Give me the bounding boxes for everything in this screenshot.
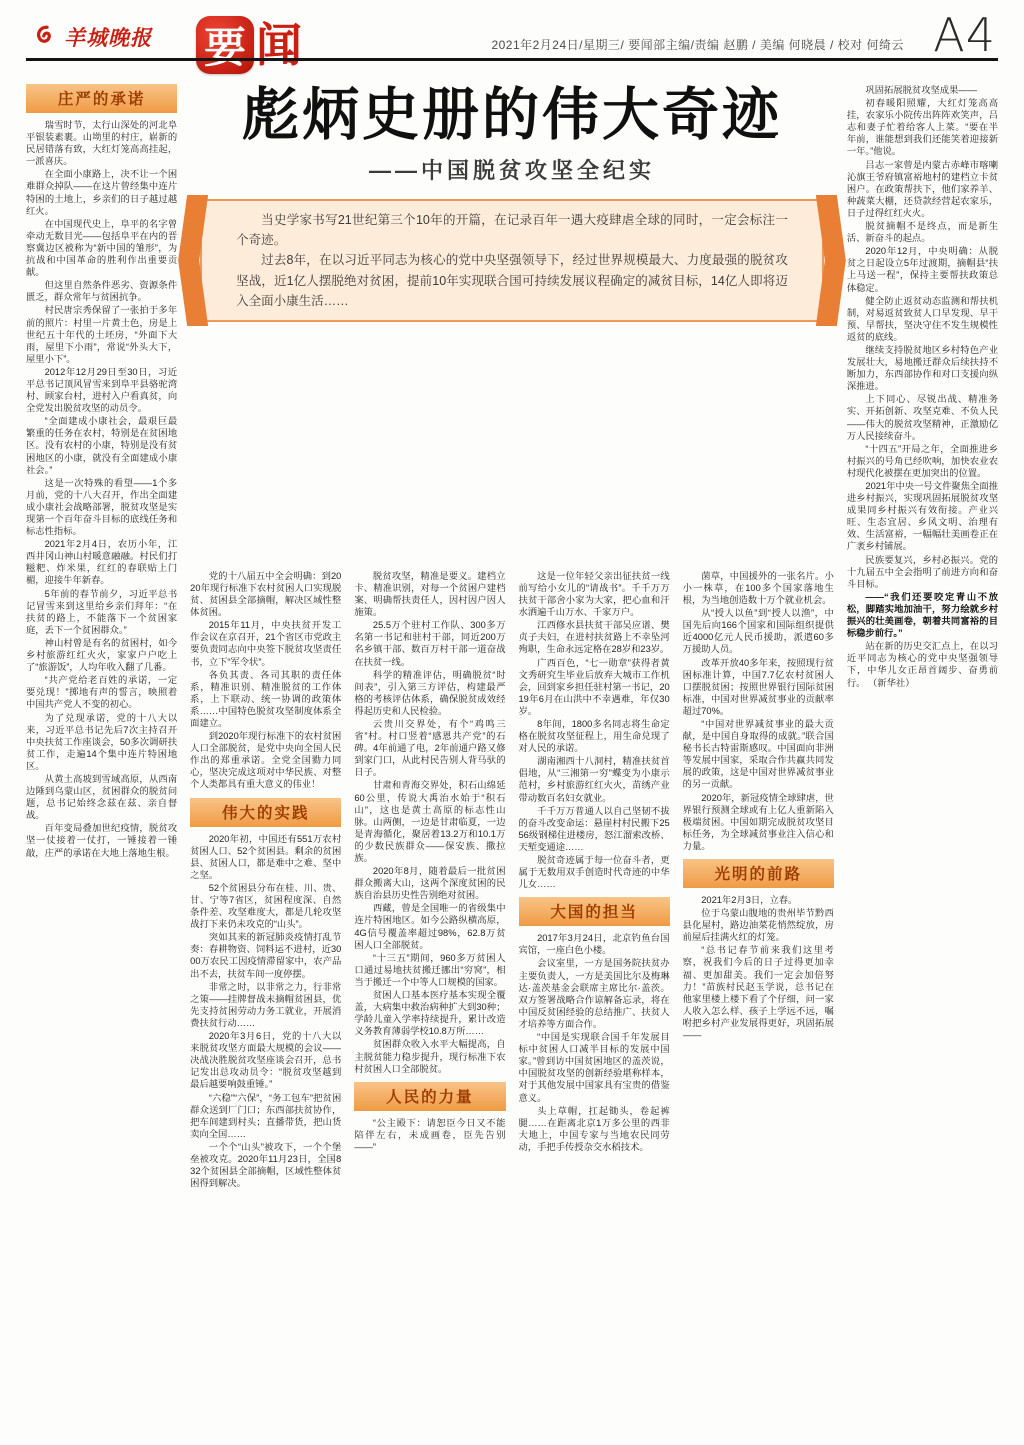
paragraph: 继续支持脱贫地区乡村特色产业发展壮大，易地搬迁群众后续扶持不断加力，东西部协作和对口支援向纵深推进。 [846,344,998,392]
lede-box [200,199,824,322]
masthead-brand [34,22,152,52]
paragraph: 湖南湘西十八洞村，精准扶贫首倡地，从“三湘第一穷”蝶变为小康示范村，乡村旅游红红火火，苗绣产业带动数百名妇女就业。 [518,756,670,803]
paragraph: “总书记春节前来我们这里考察，祝我们今后的日子过得更加幸福、更加甜美。我们一定会加倍努力！”苗族村民赵玉学说，总书记在他家里楼上楼下看了个仔细，问一家人收入怎么样、孩子上学远不远，嘱咐把乡村产业发展得更好，巩固拓展—— [682,945,834,1041]
section-text [190,570,341,791]
paragraph: 贫困群众收入水平大幅提高，自主脱贫能力稳步提升，现行标准下农村贫困人口全部脱贫。 [354,1039,506,1074]
section-header-great-practice: 伟大的实践 [190,798,341,827]
column-3 [354,570,505,1428]
paragraph: 党的十八届五中全会明确：到2020年现行标准下农村贫困人口实现脱贫、贫困县全部摘帽，解决区域性整体贫困。 [190,570,342,618]
section-header-solemn-promise: 庄严的承诺 [26,84,177,113]
paragraph: 神山村曾是有名的贫困村，如今乡村旅游红红火火，家家户户吃上了“旅游饭”，人均年收入翻了几番。 [26,637,178,673]
column-1 [26,84,177,1428]
section-badge-boxed-char: 要 [196,16,254,74]
main-headline: 彪炳史册的伟大奇迹 [241,82,782,148]
paragraph: 从“授人以鱼”到“授人以渔”，中国先后向166个国家和国际组织提供近4000亿元人民币援助，派遣60多万援助人员。 [682,608,834,655]
paragraph: 脱贫攻坚，精准是要义。建档立卡、精准识别，对每一个贫困户建档案、明确帮扶责任人，因村因户因人施策。 [354,570,506,618]
paragraph: 5年前的春节前夕，习近平总书记冒雪来到这里给乡亲们拜年：“在扶贫的路上，不能落下一个贫困家庭，丢下一个贫困群众。” [26,588,178,635]
section-header-bright-road: 光明的前路 [683,859,834,888]
paragraph: 2015年11月，中央扶贫开发工作会议在京召开，21个省区市党政主要负责同志向中央签下脱贫攻坚责任书，立下“军令状”。 [190,620,342,667]
paragraph: 2020年初，中国还有551万农村贫困人口、52个贫困县。剩余的贫困县、贫困人口，都是难中之难、坚中之坚。 [190,833,342,880]
paragraph: 从黄土高坡到雪域高原，从西南边陲到乌蒙山区，贫困群众的脱贫问题，总书记始终念兹在兹、亲自督战。 [26,773,178,821]
paragraph: 2020年，新冠疫情全球肆虐，世界银行预测全球或有上亿人重新陷入极端贫困。中国如期完成脱贫攻坚目标任务，为全球减贫事业注入信心和力量。 [682,792,834,851]
paragraph: 云贵川交界处，有个“鸡鸣三省”村。村口竖着“感恩共产党”的石碑。4年前通了电，2年前通户路又修到家门口，从此村民告别人背马驮的日子。 [354,718,506,778]
paragraph: 脱贫奇迹属于每一位奋斗者，更属于无数用双手创造时代奇迹的中华儿女…… [518,855,670,890]
paragraph: 2020年3月6日，党的十八大以来脱贫攻坚方面最大规模的会议——决战决胜脱贫攻坚座谈会召开，总书记发出总攻动员令：“脱贫攻坚越到最后越要响鼓重锤。” [190,1031,342,1090]
paragraph: 站在新的历史交汇点上，在以习近平同志为核心的党中央坚强领导下，中华儿女正昂首阔步、奋勇前行。 （新华社） [846,641,998,688]
paragraph: “十三五”期间，960多万贫困人口通过易地扶贫搬迁挪出“穷窝”，相当于搬迁一个中等人口规模的国家。 [354,952,506,987]
section-badge-outline-char: 闻 [256,19,302,71]
article-body [0,76,1024,1428]
column-6 [847,84,998,1428]
masthead [0,0,1024,76]
paragraph: 2017年3月24日，北京钓鱼台国宾馆，一座白色小楼。 [518,933,670,956]
column-2 [190,570,341,1428]
sub-headline: ——中国脱贫攻坚全纪实 [368,157,655,183]
paragraph: 位于乌蒙山腹地的贵州毕节黔西县化屋村，路边油菜花悄然绽放，房前屋后挂满火红的灯笼。 [682,908,834,943]
column-5 [683,570,834,1428]
lede-right-arrow-icon [816,195,846,326]
page-number: A4 [933,8,996,62]
paragraph: 但这里自然条件恶劣、资源条件匮乏，群众常年与贫困抗争。 [26,280,178,303]
masthead-rule [26,58,998,61]
section-text [683,570,834,852]
paragraph: 突如其来的新冠肺炎疫情打乱节奏：春耕物资、饲料运不进村，近3000万农民工因疫情滞留家中，农产品出不去，扶贫车间一度停摆。 [190,932,342,979]
paragraph: 广西百色，“七一勋章”获得者黄文秀研究生毕业后放弃大城市工作机会，回到家乡担任驻村第一书记，2019年6月在山洪中不幸遇难，年仅30岁。 [518,657,670,716]
section-text [190,833,341,1190]
paragraph: 2012年12月29日至30日，习近平总书记顶风冒雪来到阜平县骆驼湾村、顾家台村，进村入户看真贫，向全党发出脱贫攻坚的动员令。 [26,366,178,414]
paragraph: 初春暖阳照耀，大红灯笼高高挂，农家乐小院传出阵阵欢笑声，吕志和妻子忙着给客人上菜。“要在半年前，谁能想到我们还能笑着迎接新一年。”他说。 [846,98,998,157]
paragraph: ——“我们还要咬定青山不放松，脚踏实地加油干，努力绘就乡村振兴的壮美画卷，朝着共同富裕的目标稳步前行。” [846,591,998,639]
paragraph: 这是一次特殊的看望——1个多月前，党的十八大召开，作出全面建成小康社会战略部署，脱贫攻坚是实现第一个百年奋斗目标的底线任务和标志性指标。 [26,477,178,537]
paragraph: “全面建成小康社会，最艰巨最繁重的任务在农村，特别是在贫困地区。没有农村的小康，特别是没有贫困地区的小康，就没有全面建成小康社会。” [26,416,178,475]
paragraph: 甘肃和青海交界处，积石山绵延60公里，传说大禹治水始于“积石山”，这也是黄土高原的标志性山脉。山两侧，一边是甘肃临夏，一边是青海循化，聚居着13.2万和10.1万的少数民族群众——保安族、撒拉族。 [354,780,506,863]
paragraph: 这是一位年轻父亲出征扶贫一线前写给小女儿的“请战书”。千千万万扶贫干部舍小家为大家，把心血和汗水洒遍千山万水、千家万户。 [518,570,670,618]
paragraph: 在中国现代史上，阜平的名字曾牵动无数目光——包括阜平在内的晋察冀边区被称为“新中国的雏形”，为抗战和中国革命的胜利作出重要贡献。 [26,218,178,278]
paragraph: 吕志一家曾是内蒙古赤峰市喀喇沁旗王爷府镇富裕地村的建档立卡贫困户。在政策帮扶下，他们家养羊、种蔬菜大棚，还贷款经营起农家乐，日子过得红红火火。 [846,159,998,218]
section-text [354,570,505,1075]
paragraph: 村民唐宗秀保留了一张拍于多年前的照片：村里一片黄土色，房是上世纪五十年代的土坯房，“外面下大雨，屋里下小雨”，常说“外头大下，屋里小下”。 [26,305,178,364]
paragraph: 会议室里，一方是国务院扶贫办主要负责人，一方是美国比尔及梅琳达·盖茨基金会联席主席比尔·盖茨。双方签署战略合作谅解备忘录，将在中国反贫困经验的总结推广、扶贫人才培养等方面合作。 [518,958,670,1029]
paragraph: 为了兑现承诺，党的十八大以来，习近平总书记先后7次主持召开中央扶贫工作座谈会，50多次调研扶贫工作，走遍14个集中连片特困地区。 [26,712,178,771]
paragraph: 瑞雪时节，太行山深处的河北阜平银装素裹。山坳里的村庄，崭新的民居错落有致，大红灯笼高高挂起，一派喜庆。 [26,120,178,167]
section-header-power-of-people: 人民的力量 [354,1082,505,1111]
section-text [683,894,834,1041]
paragraph: 民族要复兴，乡村必振兴。党的十九届五中全会指明了前进方向和奋斗目标。 [846,554,998,589]
lede-paragraph-1: 当史学家书写21世纪第三个10年的开篇，在记录百年一遇大疫肆虐全球的同时，一定会标注一个奇迹。 [236,212,788,248]
paragraph: “中国是实现联合国千年发展目标中贫困人口减半目标的发展中国家。”曾到访中国贫困地区的盖茨说，中国脱贫攻坚的创新经验堪称样本，对于其他发展中国家具有宝贵的借鉴意义。 [518,1032,670,1103]
paragraph: 2020年8月，随着最后一批贫困群众搬离大山，这两个深度贫困的民族自治县历史性告别绝对贫困。 [354,866,506,901]
paragraph: 2021年2月3日，立春。 [701,895,798,905]
paragraph: 巩固拓展脱贫攻坚成果—— [865,85,977,95]
paragraph: 8年间，1800多名同志将生命定格在脱贫攻坚征程上，用生命兑现了对人民的承诺。 [518,718,670,754]
paragraph: 2020年12月，中央明确：从脱贫之日起设立5年过渡期，摘帽县“扶上马送一程”，保持主要帮扶政策总体稳定。 [846,246,998,293]
paragraph: 一个个“山头”被攻下，一个个堡垒被攻克。2020年11月23日，全国832个贫困县全部摘帽，区域性整体贫困得到解决。 [190,1141,342,1189]
paragraph: 贫困人口基本医疗基本实现全覆盖，大病集中救治病种扩大到30种；学龄儿童入学率持续提升，累计改造义务教育薄弱学校10.8万所…… [354,990,506,1037]
paragraph: 25.5万个驻村工作队、300多万名第一书记和驻村干部，同近200万名乡镇干部、数百万村干部一道奋战在扶贫一线。 [354,620,506,667]
paragraph: 到2020年现行标准下的农村贫困人口全部脱贫，是党中央向全国人民作出的郑重承诺。全党全国勠力同心，坚决完成这项对中华民族、对整个人类都具有重大意义的伟业！ [190,731,342,790]
lede-paragraph-2: 过去8年，在以习近平同志为核心的党中央坚强领导下，经过世界规模最大、力度最强的脱贫攻坚战，近1亿人摆脱绝对贫困，提前10年实现联合国可持续发展议程确定的减贫目标，14亿人即将迈入全面小康生活…… [236,253,788,308]
section-text [354,1117,505,1153]
section-text [847,84,998,689]
paragraph: 江西修水县扶贫干部吴应谱、樊贞子夫妇，在进村扶贫路上不幸坠河殉职，生命永远定格在28岁和23岁。 [518,620,670,655]
paragraph: 健全防止返贫动态监测和帮扶机制，对易返贫致贫人口早发现、早干预、早帮扶，坚决守住不发生规模性返贫的底线。 [846,295,998,342]
paragraph: “六稳”“六保”，“务工包车”把贫困群众送到厂门口；东西部扶贫协作，把车间建到村头；直播带货，把山货卖向全国…… [190,1092,342,1139]
paragraph: 改革开放40多年来，按照现行贫困标准计算，中国7.7亿农村贫困人口摆脱贫困；按照世界银行国际贫困标准，中国对世界减贫事业的贡献率超过70%。 [682,657,834,716]
section-text [519,932,670,1153]
section-text [26,119,177,859]
lede-left-arrow-icon [178,195,208,326]
paragraph: 千千万万普通人以自己坚韧不拔的奋斗改变命运：悬崖村村民搬下2556级钢梯住进楼房，怒江溜索改桥、天堑变通途…… [518,805,670,852]
section-text [519,570,670,890]
paragraph: 科学的精准评估，明确脱贫“时间表”，引入第三方评估，构建最严格的考核评估体系，确保脱贫成效经得起历史和人民检验。 [354,669,506,716]
paragraph: 头上草帽，扛起锄头，卷起裤腿……在距离北京1万多公里的西非大地上，中国专家与当地农民同劳动，手把手传授杂交水稻技术。 [518,1105,670,1152]
dateline: 2021年2月24日/星期三/ 要闻部主编/责编 赵鹏 / 美编 何晓晨 / 校对 何绮云 [491,38,904,52]
paragraph: 各负其责、各司其职的责任体系，精准识别、精准脱贫的工作体系，上下联动、统一协调的政策体系……中国特色脱贫攻坚制度体系全面建立。 [190,669,342,728]
paragraph: 52个贫困县分布在桂、川、贵、甘、宁等7省区，贫困程度深、自然条件差、攻坚难度大，都是几轮攻坚战打下来仍未攻克的“山头”。 [190,882,342,930]
paragraph: “公主殿下：请恕臣今日又不能陪伴左右，未成画卷，臣先告别——” [354,1117,506,1152]
paragraph: 非常之时，以非常之力，行非常之策——挂牌督战未摘帽贫困县，优先支持贫困劳动力务工就业，开展消费扶贫行动…… [190,981,342,1028]
paragraph: 西藏，曾是全国唯一的省级集中连片特困地区。如今公路纵横高原，4G信号覆盖率超过98%，62.8万贫困人口全部脱贫。 [354,903,506,950]
paragraph: 脱贫摘帽不是终点，而是新生活、新奋斗的起点。 [846,221,998,244]
paragraph: “中国对世界减贫事业的最大贡献，是中国自身取得的成就。”联合国秘书长古特雷斯感叹。中国面向非洲等发展中国家，采取合作共赢共同发展的政策，这是中国对世界减贫事业的另一贡献。 [682,718,834,790]
column-4 [519,570,670,1428]
paragraph: 上下同心、尽锐出战、精准务实、开拓创新、攻坚克难、不负人民——伟大的脱贫攻坚精神，正激励亿万人民接续奋斗。 [846,394,998,441]
paragraph: 百年变局叠加世纪疫情，脱贫攻坚一仗接着一仗打，一锤接着一锤敲，庄严的承诺在大地上落地生根。 [26,823,178,858]
paper-name: 羊城晚报 [64,27,152,50]
section-badge [196,16,302,74]
headline-block [190,84,834,570]
paragraph: “十四五”开局之年，全面推进乡村振兴的号角已经吹响，加快农业农村现代化被摆在更加突出的位置。 [846,443,998,478]
paragraph: 在全面小康路上，决不让一个困难群众掉队——在这片曾经集中连片特困的土地上，乡亲们的日子越过越红火。 [26,169,178,216]
paragraph: 2021年2月4日，农历小年，江西井冈山神山村暖意融融。村民们打糍粑、炸米果，红红的春联贴上门楣，迎接牛年新春。 [26,539,178,586]
paragraph: “共产党给老百姓的承诺，一定要兑现！”掷地有声的誓言，映照着中国共产党人不变的初心。 [26,675,178,710]
paragraph: 菌草，中国援外的一张名片。小小一株草，在100多个国家落地生根，为当地创造数十万个就业机会。 [682,570,834,606]
paragraph: 2021年中央一号文件聚焦全面推进乡村振兴，实现巩固拓展脱贫攻坚成果同乡村振兴有效衔接。产业兴旺、生态宜居、乡风文明、治理有效、生活富裕，一幅幅壮美画卷正在广袤乡村铺展。 [846,481,998,552]
paper-logo-icon [34,24,60,50]
section-header-great-nation-duty: 大国的担当 [519,897,670,926]
